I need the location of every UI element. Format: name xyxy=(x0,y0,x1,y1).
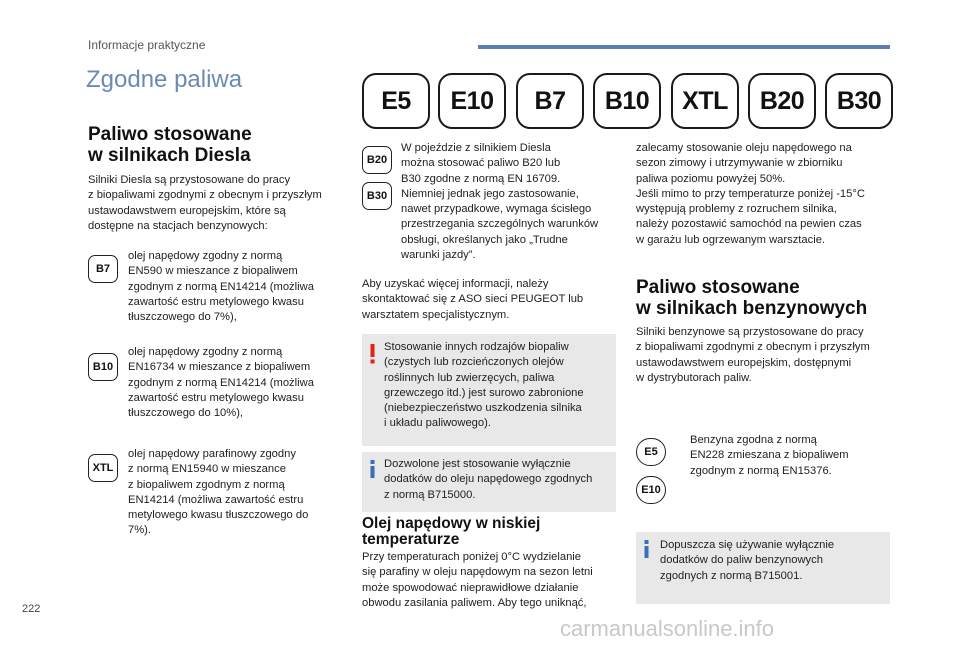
info-icon xyxy=(644,540,649,558)
fuel-badge-b10: B10 xyxy=(593,73,661,129)
badge-xtl: XTL xyxy=(88,454,118,482)
watermark: carmanualsonline.info xyxy=(560,616,775,641)
badge-b30: B30 xyxy=(362,182,392,210)
diesel-item-b10: olej napędowy zgodny z normą EN16734 w mieszance z biopaliwem zgodnym z normą EN14214 (możliwa zawartość estru metylowego kwasu tłuszczowego do 10%), xyxy=(128,346,314,420)
info-text-petrol: Dopuszcza się używanie wyłącznie dodatków do paliw benzynowych zgodnych z normą B715001. xyxy=(660,539,835,582)
b20-b30-text: W pojeździe z silnikiem Diesla można stosować paliwo B20 lub B30 zgodne z normą EN 16709. Niemniej jednak jego zastosowanie, nawet przypadkowe, wymaga ścisłego przestrzegania szczególnych warunków obsługi, określanych jako „Trudne warunki jazdy”. xyxy=(401,142,599,262)
info-icon xyxy=(370,460,375,478)
diesel-intro: Silniki Diesla są przystosowane do pracy z biopaliwami zgodnymi z obecnym i przyszłym ustawodawstwem europejskim, które są dostępne na stacjach benzynowych: xyxy=(88,174,322,232)
warning-text: Stosowanie innych rodzajów biopaliw (czystych lub rozcieńczonych olejów roślinnych lub zwierzęcych, paliwa grzewczego itd.) jest surowo zabronione (niebezpieczeństwo uszkodzenia silnika i układu paliwowego). xyxy=(384,341,584,430)
page-number: 222 xyxy=(22,603,41,615)
fuel-badge-e10: E10 xyxy=(438,73,506,129)
warning-box xyxy=(362,334,616,446)
petrol-item-e5-e10: Benzyna zgodna z normą EN228 zmieszana z biopaliwem zgodnym z normą EN15376. xyxy=(690,434,849,477)
info-text-diesel: Dozwolone jest stosowanie wyłącznie dodatków do oleju napędowego zgodnych z normą B715000. xyxy=(384,458,593,501)
badge-b7: B7 xyxy=(88,255,118,283)
winter-text: Przy temperaturach poniżej 0°C wydzielanie się parafiny w oleju napędowym na sezon letni może spowodować nieprawidłowe działanie obwodu zasilania paliwem. Aby tego uniknąć, xyxy=(362,551,593,609)
warning-icon xyxy=(370,344,375,364)
fuel-badge-banner xyxy=(362,72,890,132)
winter-text-continued: zalecamy stosowanie oleju napędowego na sezon zimowy i utrzymywanie w zbiorniku paliwa poziomu powyżej 50%. Jeśli mimo to przy temperaturze poniżej -15°C występują problemy z rozruchem silnika, należy pozostawić samochód na pewien czas w garażu lub ogrzewanym warsztacie. xyxy=(636,142,865,246)
header-rule xyxy=(478,45,890,49)
diesel-item-b7: olej napędowy zgodny z normą EN590 w mieszance z biopaliwem zgodnym z normą EN14214 (możliwa zawartość estru metylowego kwasu tłuszczowego do 7%), xyxy=(128,250,314,324)
diesel-heading: Paliwo stosowane w silnikach Diesla xyxy=(88,124,252,166)
petrol-heading: Paliwo stosowane w silnikach benzynowych xyxy=(636,277,868,319)
fuel-badge-e5: E5 xyxy=(362,73,430,129)
fuel-badge-b7: B7 xyxy=(516,73,584,129)
fuel-badge-b30: B30 xyxy=(825,73,893,129)
info-box-petrol xyxy=(636,532,890,604)
page-title: Zgodne paliwa xyxy=(86,66,243,93)
badge-e5: E5 xyxy=(636,438,666,466)
fuel-badge-b20: B20 xyxy=(748,73,816,129)
info-box-diesel xyxy=(362,452,616,512)
winter-heading: Olej napędowy w niskiej temperaturze xyxy=(362,515,541,548)
section-label: Informacje praktyczne xyxy=(88,38,206,52)
badge-e10: E10 xyxy=(636,476,666,504)
petrol-intro: Silniki benzynowe są przystosowane do pracy z biopaliwami zgodnymi z obecnym i przyszłym ustawodawstwem europejskim, dostępnymi w dystrybutorach paliw. xyxy=(636,326,870,384)
contact-text: Aby uzyskać więcej informacji, należy skontaktować się z ASO sieci PEUGEOT lub warsztatem specjalistycznym. xyxy=(362,278,584,321)
badge-b10: B10 xyxy=(88,353,118,381)
badge-b20: B20 xyxy=(362,146,392,174)
diesel-item-xtl: olej napędowy parafinowy zgodny z normą EN15940 w mieszance z biopaliwem zgodnym z normą EN14214 (możliwa zawartość estru metylowego kwasu tłuszczowego do 7%). xyxy=(128,448,309,537)
fuel-badge-xtl: XTL xyxy=(671,73,739,129)
